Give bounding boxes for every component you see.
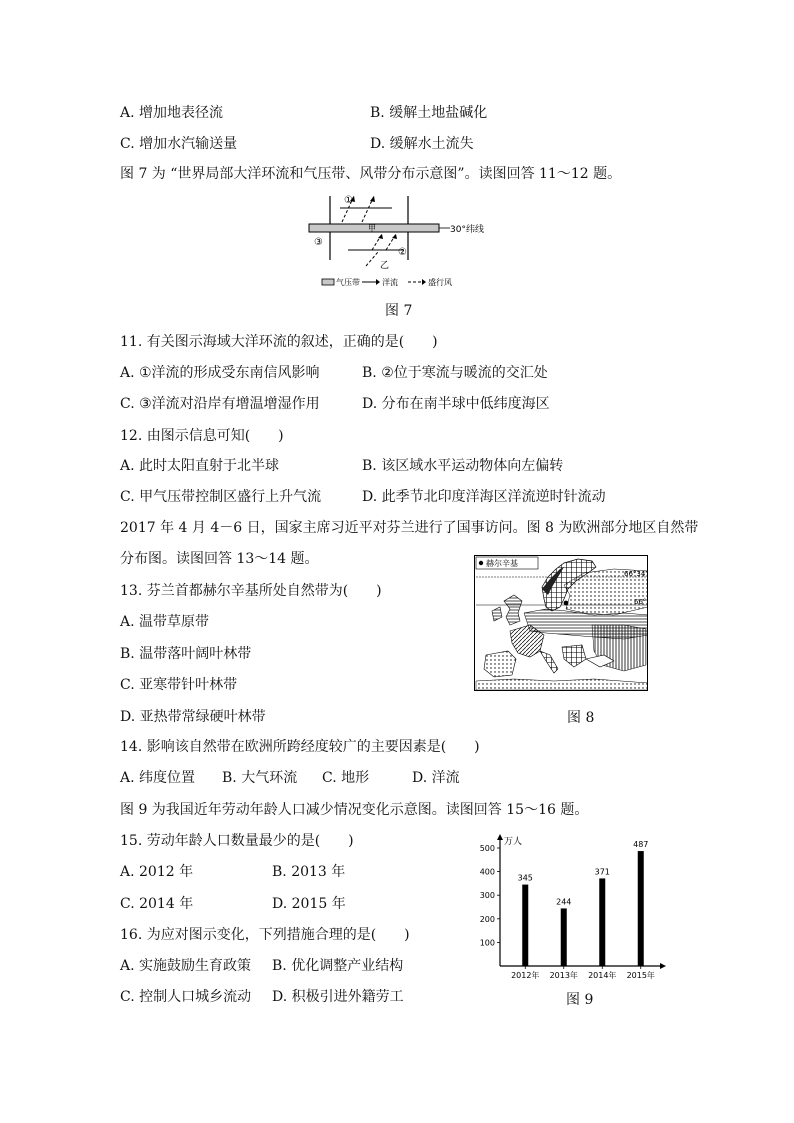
- legend-helsinki-label: 赫尔辛基: [486, 559, 518, 568]
- label-3: ③: [314, 237, 323, 248]
- y-tick-label: 100: [479, 938, 495, 948]
- q11-option-a: A. ①洋流的形成受东南信风影响: [120, 365, 320, 381]
- x-tick-label: 2013年: [549, 971, 578, 980]
- q11-option-b: B. ②位于寒流与暖流的交汇处: [362, 365, 548, 381]
- fig9-caption: 图 9: [566, 992, 594, 1008]
- q15-stem: 15. 劳动年龄人口数量最少的是( ): [120, 833, 354, 849]
- legend-current-arrow: [376, 279, 380, 285]
- q14-option-c: C. 地形: [322, 770, 370, 786]
- q15-option-c: C. 2014 年: [120, 896, 194, 912]
- q11-stem: 11. 有关图示海域大洋环流的叙述，正确的是( ): [120, 334, 438, 350]
- label-yi: 乙: [380, 261, 390, 271]
- x-tick-label: 2014年: [588, 971, 617, 980]
- legend-pressure-label: 气压带: [336, 278, 360, 287]
- y-tick-label: 300: [479, 891, 495, 901]
- q15-option-a: A. 2012 年: [120, 864, 194, 880]
- q11-option-c: C. ③洋流对沿岸有增温增湿作用: [120, 396, 320, 412]
- q14-option-d: D. 洋流: [412, 770, 460, 786]
- bar: [599, 878, 605, 966]
- q14-stem: 14. 影响该自然带在欧洲所跨经度较广的主要因素是( ): [120, 739, 480, 755]
- bar: [561, 908, 567, 966]
- fig9-intro: 图 9 为我国近年劳动年龄人口减少情况变化示意图。读图回答 15～16 题。: [120, 802, 589, 818]
- data-label: 487: [633, 840, 649, 850]
- fig7-caption: 图 7: [385, 303, 413, 319]
- q16-option-a: A. 实施鼓励生育政策: [120, 958, 252, 974]
- bar: [638, 851, 644, 966]
- legend-pressure-swatch: [322, 279, 334, 285]
- q15-option-d: D. 2015 年: [272, 896, 346, 912]
- q10-option-b: B. 缓解土地盐碱化: [370, 105, 488, 121]
- iberia: [484, 651, 516, 677]
- q16-stem: 16. 为应对图示变化，下列措施合理的是( ): [120, 927, 410, 943]
- label-1: ①: [344, 195, 353, 206]
- figure-9-chart: [470, 828, 670, 980]
- q13-option-b: B. 温带落叶阔叶林带: [120, 646, 252, 662]
- q14-option-a: A. 纬度位置: [120, 770, 196, 786]
- q13-option-a: A. 温带草原带: [120, 614, 210, 630]
- fig7-intro: 图 7 为 “世界局部大洋环流和气压带、风带分布示意图”。读图回答 11～12 题。: [120, 166, 622, 182]
- q12-option-c: C. 甲气压带控制区盛行上升气流: [120, 489, 322, 505]
- legend-wind-arrow: [422, 279, 426, 285]
- x-tick-label: 2015年: [626, 971, 655, 980]
- q13-stem: 13. 芬兰首都赫尔辛基所处自然带为( ): [120, 583, 382, 599]
- fig8-caption: 图 8: [567, 710, 595, 726]
- q14-option-b: B. 大气环流: [222, 770, 298, 786]
- q10-option-d: D. 缓解水土流失: [370, 136, 474, 152]
- y-axis-label: 万人: [504, 837, 523, 847]
- q16-option-d: D. 积极引进外籍劳工: [272, 989, 404, 1005]
- q12-option-d: D. 此季节北印度洋海区洋流逆时针流动: [362, 489, 606, 505]
- data-label: 345: [517, 873, 533, 883]
- x-axis-arrow: [660, 963, 666, 969]
- data-label: 371: [594, 867, 610, 877]
- q12-stem: 12. 由图示信息可知( ): [120, 428, 284, 444]
- q16-option-c: C. 控制人口城乡流动: [120, 989, 252, 1005]
- fig8-intro-line2: 分布图。读图回答 13～14 题。: [120, 551, 319, 567]
- q15-option-b: B. 2013 年: [272, 864, 346, 880]
- figure-7: [300, 188, 500, 296]
- data-label: 244: [556, 897, 572, 907]
- figure-8-map: [474, 555, 648, 691]
- fig8-intro-line1: 2017 年 4 月 4－6 日，国家主席习近平对芬兰进行了国事访问。图 8 为欧洲部分地区自然带: [120, 520, 699, 536]
- q12-option-b: B. 该区域水平运动物体向左偏转: [362, 458, 564, 474]
- q16-option-b: B. 优化调整产业结构: [272, 958, 404, 974]
- q13-option-d: D. 亚热带常绿硬叶林带: [120, 709, 266, 725]
- label-2: ②: [398, 247, 407, 258]
- q10-option-c: C. 增加水汽输送量: [120, 136, 238, 152]
- y-axis-arrow: [497, 834, 503, 840]
- x-tick-label: 2012年: [511, 971, 540, 980]
- legend-wind-label: 盛行风: [428, 278, 452, 287]
- helsinki-marker: [564, 601, 569, 606]
- y-tick-label: 400: [479, 867, 495, 877]
- label-jia: 甲: [368, 224, 376, 233]
- y-tick-label: 200: [479, 914, 495, 924]
- q12-option-a: A. 此时太阳直射于北半球: [120, 458, 280, 474]
- q10-option-a: A. 增加地表径流: [120, 105, 224, 121]
- bar: [522, 885, 528, 966]
- q11-option-d: D. 分布在南半球中低纬度海区: [362, 396, 550, 412]
- y-tick-label: 500: [479, 844, 495, 853]
- legend-current-label: 洋流: [382, 278, 398, 287]
- q13-option-c: C. 亚寒带针叶林带: [120, 677, 238, 693]
- helsinki-legend-dot: [479, 561, 483, 565]
- lat-label: 30°纬线: [450, 225, 484, 235]
